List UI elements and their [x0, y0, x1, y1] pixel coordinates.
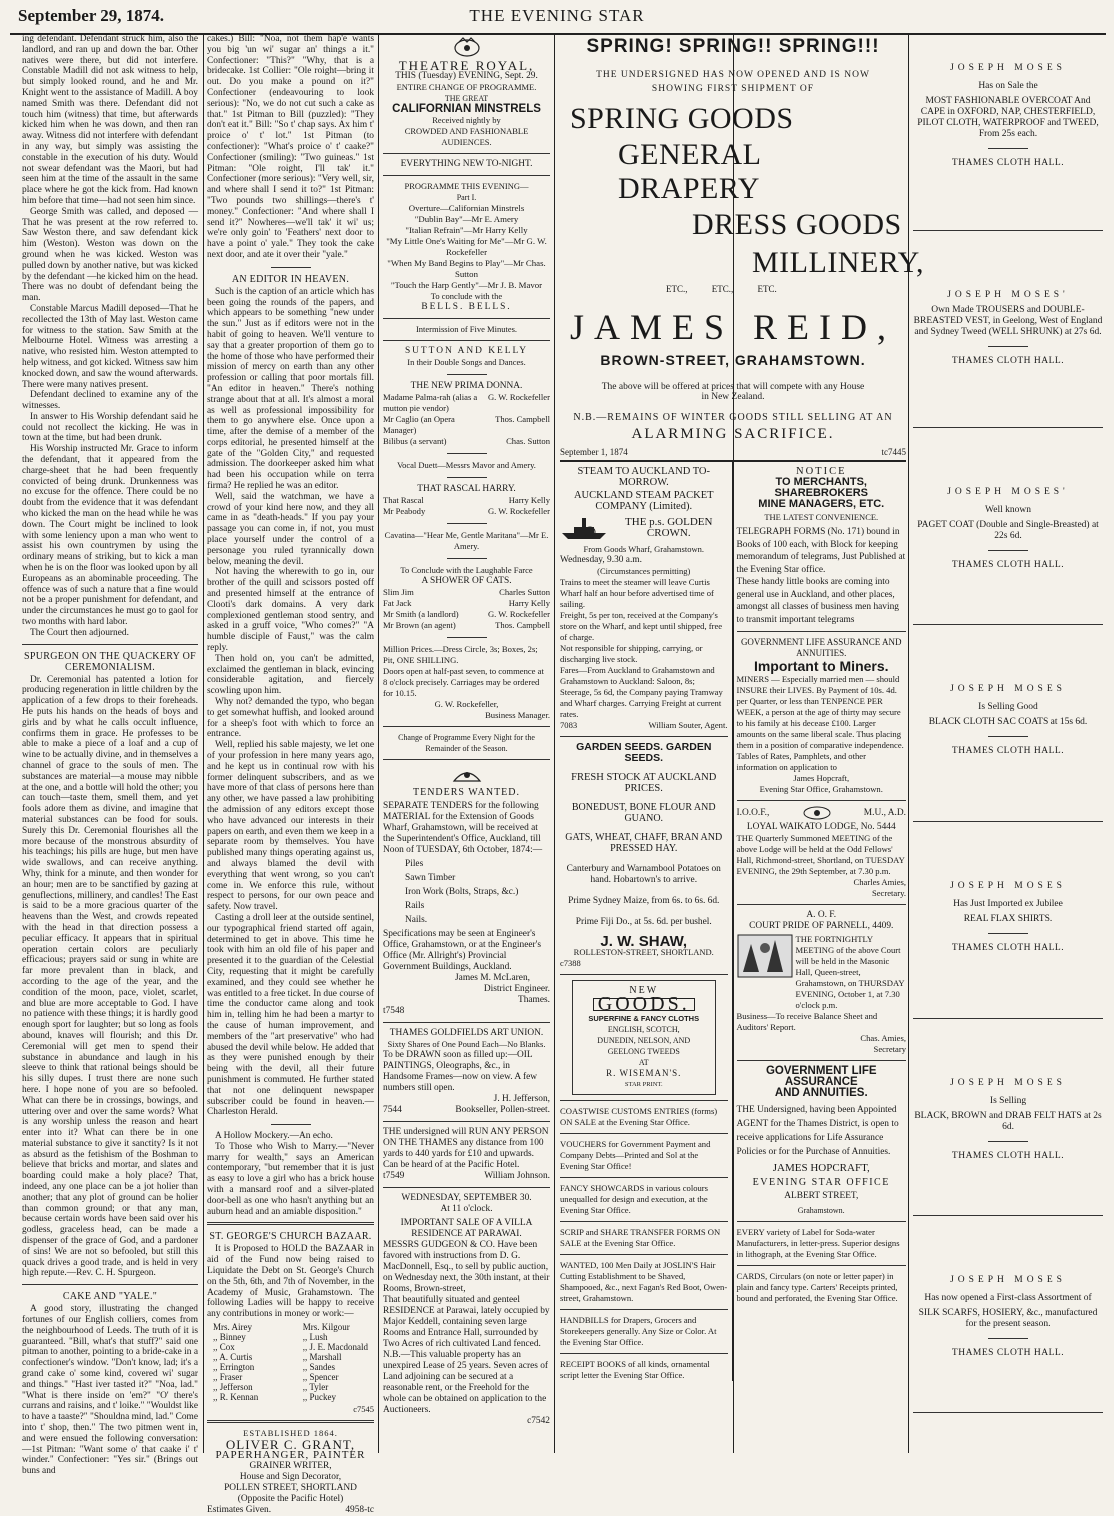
life-assurance-agent-ad: GOVERNMENT LIFE ASSURANCE AND ANNUITIES. THE Undersigned, having been Appointed AGENT for the Thames District, is open to receive applications for Life Assurance Policies or for the Purchase of Annuities. JAMES HOPCRAFT, EVENING STAR OFFICE ALBERT STREET, Grahamstown. [736, 1065, 899, 1215]
cast-actor: G. W. Rockefeller [487, 392, 550, 402]
cast-row [383, 414, 550, 436]
grant-ad: ESTABLISHED 1864. OLIVER C. GRANT, PAPERHANGER, PAINTER GRAINER WRITER, House and Sign Decorator, POLLEN STREET, SHORTLAND (Opposite the Pacific Hotel) Estimates Given. 4958-tc [207, 1428, 374, 1516]
provincial-crest-icon [450, 765, 484, 785]
moses-foot: THAMES CLOTH HALL. [951, 746, 1065, 756]
lodge-ad: I.O.O.F., M.U., A.D. LOYAL WAIKATO LODGE, No. 5444 THE Quarterly Summoned MEETING of the above Lodge will be held at the Odd Fellows' Hall, Richmond-street, Shortland, on TUESDAY EVENING, the 29th September, at 7.30 p.m. Charles Amies, Secretary. [736, 807, 906, 898]
moses-lead: Is Selling [989, 1096, 1027, 1106]
moses-foot: THAMES CLOTH HALL. [951, 158, 1065, 168]
column-3 [383, 34, 550, 1453]
cast-role: That Rascal [383, 495, 424, 505]
moses-body: PAGET COAT (Double and Single-Breasted) at 22s 6d. [917, 520, 1099, 541]
steamship-icon [560, 515, 610, 541]
printing-notices: COASTWISE CUSTOMS ENTRIES (forms) ON SALE at the Evening Star Office. VOUCHERS for Government Payment and Company Debts—Printed and Sol at the Evening Star Office! FANCY SHOWCARDS in various colours unequalled for design and execution, at the Evening Star Office. SCRIP and SHARE TRANSFER FORMS ON SALE at the Evening Star Office. WANTED, 100 Men Daily at JOSLIN'S Hair Cutting Establishment to be Shaved, Shampooed, &c., next Fagan's Red Boot, Owen-street, Grahamstown. HANDBILLS for Drapers, Grocers and Storekeepers generally. Any Size or Color. At the Evening Star Office. RECEIPT BOOKS of all kinds, ornamental script letter the Evening Star Office. [560, 1106, 728, 1380]
cast-actor: Charles Sutton [499, 587, 550, 597]
cake-continued: cakes.) Bill: "Noa, not them hap'e wants you big 'un wi' sugar an' things a it." Confectioner: "This?" "Why, that is a bridecake. 1st Collier: "Ole roight—bring it out. Do you make a pound on it?" Confectioner (endeavouring to look serious): "No, we do not cut such a cake as that." 1st Pitman to Bill (puzzled): "They don't eat it." Bill: "So t' chap says. Ax him t' proice o' t' lot." 1st Pitman (to confectioner): "What's proice o' t' caake?" Confectioner (smiling): "Two guineas." 1st Pitman: "Ole roight, I'll tak' it." Confectioner (more serious): "Very well, sir, and where shall I send it to?" 1st Pitman: "Two pounds two shillings—there's t' money." Confectioner: "And where shall I send it?" Nowheres—we'll tak' it wi' us; we're only goin' to 'Feathers' next door to have a point o' yale." They took the cake next door, and ate it over their "yale." [207, 34, 374, 260]
lady-name: ,, Puckey [302, 1392, 336, 1403]
art-union-ad: THAMES GOLDFIELDS ART UNION. Sixty Shares of One Pound Each—No Blanks. To be DRAWN soon as filled up:—OIL PAINTINGS, Oleographs, &c., in Handsome Frames—now on view. A few numbers still open. J. H. Jefferson, 7544 Bookseller, Pollen-street. [383, 1028, 550, 1115]
tender-item: Rails [405, 901, 425, 911]
column-6 [913, 34, 1103, 1453]
moses-ad [913, 625, 1103, 821]
lady-name: ,, Binney [213, 1332, 246, 1343]
label-notices: EVERY variety of Label for Soda-water Manufacturers, in letter-press. Superior designs in lithograph, at the Evening Star Office. CARDS, Circulars (on note or letter paper) in plain and fancy type. Carters' Receipts printed, bound and perforated, the Evening Star Office. [737, 1227, 907, 1304]
cast-role: Fat Jack [383, 598, 412, 608]
moses-ad [913, 231, 1103, 427]
cast-actor: Harry Kelly [508, 598, 550, 608]
cast-row [383, 598, 550, 609]
moses-ad [913, 428, 1103, 624]
column-rule [203, 34, 204, 1453]
ladies-list [207, 1320, 374, 1404]
moses-body: BLACK CLOTH SAC COATS at 15s 6d. [928, 717, 1088, 727]
cast-role: Madame Palma-rah (alias a mutton pie vendor) [383, 392, 478, 413]
lady-name: ,, Lush [302, 1332, 328, 1343]
lady-name: ,, J. E. Macdonald [302, 1342, 368, 1353]
johnson-ad: THE undersigned will RUN ANY PERSON ON THE THAMES any distance from 100 yards to 440 yards for £10 and upwards. Can be heard of at the Pacific Hotel. t7549 William Johnson. [383, 1127, 550, 1181]
bazaar-title: ST. GEORGE'S CHURCH BAZAAR. [209, 1231, 372, 1243]
cast-actor: Thos. Campbell [495, 620, 550, 630]
column-rule [378, 34, 379, 1453]
spurgeon-title: SPURGEON ON THE QUACKERY OF CEREMONIALISM. [23, 650, 196, 673]
miners-ad: GOVERNMENT LIFE ASSURANCE AND ANNUITIES. Important to Miners. MINERS — Especially married men — should INSURE their LIVES. By Payment of 10s. 4d. per Quarter, or less than TENPENCE PER WEEK, a person at the age of thirty may secure to his family at his decease £100. Larger amounts on the same liberal scale. Thus placing them in a position of comparative independence. Tables of Rates, Pamphlets, and other information on application to James Hopcraft, Evening Star Office, Grahamstown. [736, 637, 904, 794]
marry-note: To Those who Wish to Marry.—"Never marry for wealth," says an American contemporary, "but remember that it is just as easy to love a girl who has a brick house with a mansard roof and a silver-plated door-bell as one who hasn't anything but an auburn head and an amiable disposition." [207, 1141, 374, 1217]
lady-name: Mrs. Airey [213, 1322, 252, 1333]
moses-lead: Has now opened a First-class Assortment of [924, 1293, 1092, 1303]
lady-name: ,, Cox [213, 1342, 235, 1353]
moses-lead: Well known [985, 505, 1031, 515]
lady-name: Mrs. Kilgour [302, 1322, 350, 1333]
villa-sale-ad: WEDNESDAY, SEPTEMBER 30. At 11 o'clock. IMPORTANT SALE OF A VILLA RESIDENCE AT PARAWAI. MESSRS GUDGEON & CO. Have been favored with instructions from D. G. MacDonnell, Esq., to sell by public auction, on Wednesday next, the 30th instant, at their Rooms, Brown-street, That beautifully situated and genteel RESIDENCE at Parawai, lately occupied by Major Keddell, containing seven large Rooms and Entrance Hall, surrounded by Two Acres of rich cultivated Land fenced. N.B.—This valuable property has an unexpired Lease of 25 years. Seven acres of Land adjoining can be secured at a reasonable rent, or the Freehold for the whole can be obtained on application to the Auctioneers. c7542 [383, 1193, 550, 1426]
moses-name: JOSEPH MOSES [950, 881, 1066, 891]
moses-foot: THAMES CLOTH HALL. [951, 1348, 1065, 1358]
lady-name: ,, Fraser [213, 1372, 243, 1383]
cast-role: Slim Jim [383, 587, 414, 597]
col4-left [560, 462, 733, 1381]
moses-name: JOSEPH MOSES [950, 684, 1066, 694]
moses-body: SILK SCARFS, HOSIERY, &c., manufactured for the present season. [918, 1308, 1098, 1329]
cast-row [383, 609, 550, 620]
column-rule [554, 34, 555, 1453]
cast-actor: Chas. Sutton [506, 436, 550, 446]
moses-foot: THAMES CLOTH HALL. [951, 943, 1065, 953]
moses-body: BLACK, BROWN and DRAB FELT HATS at 2s 6d. [914, 1111, 1102, 1132]
moses-foot: THAMES CLOTH HALL. [951, 1151, 1065, 1161]
moses-body: MOST FASHIONABLE OVERCOAT And CAPE in OXFORD, NAP, CHESTERFIELD, PILOT CLOTH, WATERPROOF and TWEED, From 25s each. [917, 96, 1099, 139]
cast-row [383, 506, 550, 517]
editor-title: AN EDITOR IN HEAVEN. [231, 273, 350, 285]
lady-name: ,, Tyler [302, 1382, 329, 1393]
moses-name: JOSEPH MOSES [950, 63, 1066, 73]
bazaar-ref: c7545 [353, 1404, 374, 1415]
cake-title: CAKE AND "YALE." [62, 1291, 158, 1303]
column-1 [22, 34, 198, 1477]
tender-item: Sawn Timber [405, 873, 456, 883]
moses-ad [913, 34, 1103, 230]
eye-emblem-icon [802, 806, 832, 820]
moses-name: JOSEPH MOSES' [947, 290, 1069, 300]
programme-item: "My Little One's Waiting for Me"—Mr G. W. Rockefeller [386, 236, 547, 257]
moses-ad [913, 1216, 1103, 1412]
moses-foot: THAMES CLOTH HALL. [951, 560, 1065, 570]
lady-name: ,, Marshall [302, 1352, 342, 1363]
cast-row [383, 436, 550, 447]
programme-item: "When My Band Begins to Play"—Mr Chas. Sutton [387, 258, 546, 279]
tender-item: Iron Work (Bolts, Straps, &c.) [405, 887, 519, 897]
page-header [0, 0, 1114, 32]
steam-ad: STEAM TO AUCKLAND TO-MORROW. AUCKLAND STEAM PACKET COMPANY (Limited). THE p.s. GOLDEN CROWN. From Goods Wharf, Grahamstown. Wednesday, 9.30 a.m. (Circumstances permitting) Trains to meet the steamer will leave Curtis Wharf half an hour before advertised time of sailing. Freight, 5s per ton, received at the Company's store on the Wharf, and kept until shipped, free of charge. Not responsible for shipping, carrying, or discharging live stock. Fares—From Auckland to Grahamstown and Grahamstown to Auckland: Saloon, 8s; Steerage, 5s 6d, the Company paying Tramway and Wharf charges. Carrying Freight at current rates. 7083 William Souter, Agent. [560, 466, 728, 730]
cast-role: Mr Brown (an agent) [383, 620, 456, 630]
lady-name: ,, Errington [213, 1362, 255, 1373]
moses-lead: Has Just Imported ex Jubilee [953, 899, 1063, 909]
bazaar-text: It is Proposed to HOLD the BAZAAR in aid of the Fund now being raised to Liquidate the Debt on St. George's Church on the 5th, 6th, and 7th of November, in the Academy of Music, Grahamstown. The following Ladies will be happy to receive any contributions in money or work:— [207, 1244, 374, 1320]
hollow-mockery: A Hollow Mockery.—An echo. [215, 1131, 333, 1142]
cake-article: A good story, illustrating the changed fortunes of our English colliers, comes from the neighbourhood of Leeds. The truth of it is guaranteed. "Bill, what's that stuff?" said one pitman to another, pointing to a bride-cake in a confectioner's window. "Don't know, lad; it's a grand cake o' some kind, covered wi' sugar and things." "Hast iver tasted it?" "Noa, lad." "What is there inside on 'em?" "O' there's currans and raisins, and t' loike." "Wouldst like to have a taaste?" "Shouldna mind, lad." Come into t' shop, then." The two pitmen went in, and were ensued the following conversation:—1st Pitman: "Want some o' that caake i' t' winder." Confectioner: "Yes sir." (Brings out buns and [22, 1304, 198, 1477]
foresters-ad: A. O. F. COURT PRIDE OF PARNELL, 4409. THE FORTNIGHTLY MEETING of the above Court will be held in the Masonic Hall, Queen-street, Grahamstown, on THURSDAY EVENING, October 1, at 7.30 o'clock p.m. Business—To receive Balance Sheet and Auditors' Report. Chas. Amies, Secretary [736, 910, 906, 1054]
programme-item: "Touch the Harp Gently"—Mr J. B. Mavor [390, 280, 543, 290]
column-4 [560, 34, 924, 1453]
issue-date: September 29, 1874. [18, 6, 165, 25]
moses-name: JOSEPH MOSES' [947, 487, 1069, 497]
spurgeon-article: Dr. Ceremonial has patented a lotion for producing regeneration in little children by the application of a few drops to their foreheads. He puts his hands on the heads of boys and girls and by what he calls occult influence, confirms them in grace. He professes to be able to make a piece of a loaf and a cup of wine to be actually divine, and in themselves a channel of grace to the souls of men. The substances are material—a mouse may nibble at the one, and a bottle will hold the other; you can touch—taste them, smell them, and yet fools adore them as divine, and imagine that material substances can be food for souls. Surely this Dr. Ceremonial flourishes all the more because of the monstrous absurdity of his teachings; his pills are huge, but men have wide swallows, and can receive anything. Why, think for a minute, and then wonder for an hour; men are to be sanctified by gazing at genuflections, millinery, and candles! The East is said to be a more gracious quarter of the heavens than the West, and crowds repeated with the head in that direction possess a peculiar efficacy. It appears that in spiritual operation certain colors are peculiarly efficacious; prayers said or sung in white are far more prevalent than in black, and according to the age of the year, and the condition of the moon, pace, violet, scarlet, and blue are more acceptable to God. I have no patience with these things; it is hardly good enough sport for laughter; but so long as fools abound, knaves will flourish; and this Dr. Ceremonial will get men to spend their substance in abundance and laugh in his sleeve to think that rational beings should be his silly dupes. I trust there are none such here. I hope none of you are so befooled. What can there be in crossings, bowings, and uttering over and over the same words? What is any worship unless the reason and heart enter into it? What can there be in one material substance to give it sanctity? Is it not as absurd as the fetishism of the Boshman to believe that bricks and mortar, and slates and boarding could make a holy place? That, indeed, any one place can be a jot holier than another; that any plot of ground can be holier than common ground; or that any man, because certain words have been said over his godless, graceless head, can be made a dispenser of the grace of God, and a pardoner of sins! We are not so befooled, but still this quack drives a good trade, and is held in very high repute.—Rev. C. H. Spurgeon. [22, 674, 198, 1279]
col4-right [733, 462, 907, 1304]
garden-seeds-ad: GARDEN SEEDS. GARDEN SEEDS. FRESH STOCK AT AUCKLAND PRICES. BONEDUST, BONE FLOUR AND GUANO. GATS, WHEAT, CHAFF, BRAN AND PRESSED HAY. Canterbury and Warnambool Potatoes on hand. Hobartown's to arrive. Prime Sydney Maize, from 6s. to 6s. 6d. Prime Fiji Do., at 5s. 6d. per bushel. J. W. SHAW, ROLLESTON-STREET, SHORTLAND. c7388 [560, 741, 723, 968]
lady-name: ,, Jefferson [213, 1382, 253, 1393]
moses-lead: Has on Sale the [978, 81, 1038, 91]
editor-article: Such is the caption of an article which has been going the rounds of the papers, and which appears to be something "new under the sun." Just as if editors were not in the habit of going to heaven. We'll venture to say that a greater proportion of them go to the home of those who have performed their mission of mercy on earth than any other profession or calling that poor mortals fill. "An editor in heaven." There's nothing strange about that at all. It's almost a moral as well as professional impossibility for them to go anywhere else. Once upon a time, after the demise of a member of the corps editorial, he presented himself at the gate of the "Golden City," and requested admission. The doorkeeper asked him what had been his occupation while on terra firma? He replied he was an editor. Well, said the watchman, we have a crowd of your kind here now, and they all came in as "death-heads." If you pay your passage you can come in, if not, you must place yourself under the control of a personage you ruled tyrannically down below, meaning the devil. Not having the wherewith to go in, our brother of the quill and scissors posted off and presented himself at the entrance of Clooti's dark domains. A very dark complexioned gentleman stood sentry, and asked in a gruff voice, "Who comes?" "A humble disciple of Faust," was the calm reply. Then hold on, you can't be admitted, exclaimed the gentleman in black, evincing considerable agitation, and fiercely scowling upon him. Why not? demanded the typo, who began to get somewhat huffish, and looked around for a sheep's foot with which to force an entrance. Well, replied his sable majesty, we let one of your profession in here many years ago, and he kept us in continual row with his former delinquent subscribers, and as we have more of that class of persons here than any other, we have passed a law prohibiting the admission of any editors except those who have advanced our interests in their papers on earth, and even them we keep in a separate room by themselves. You have published many things operating against us, and always blamed the devil with everything that went wrong, so you can't come in. We enforce this rule, without respect to persons, for our own peace and safety. Now travel. Casting a droll leer at the outside sentinel, our typographical friend started off again, determined to get in above. This time he took with him an old file of his paper and presented it to the guardian of the Celestial City, requesting that it might be carefully examined, and they could see whether he was entitled to a free ticket. In due course of time the conductor came along and took him in, telling him he had been a martyr to the cause of human improvement, and members of the "art preservative" who had abused the devil while below. He added that as they were punished enough by their being with the devil, all their future punishment is commuted. He further stated that not one delinquent newspaper subscriber could be found in heaven.—Charleston Herald. [207, 286, 374, 1118]
royal-crest-icon [449, 36, 485, 58]
moses-ad [913, 822, 1103, 1018]
tender-item: Nails. [405, 915, 428, 925]
moses-name: JOSEPH MOSES [950, 1275, 1066, 1285]
tender-item: Piles [405, 859, 424, 869]
cast-row [383, 495, 550, 506]
moses-ad [913, 1019, 1103, 1215]
cast-role: Mr Caglio (an Opera Manager) [383, 414, 455, 435]
cast-actor: Harry Kelly [508, 495, 550, 505]
telegraph-notice: NOTICE TO MERCHANTS, SHAREBROKERS MINE MANAGERS, ETC. THE LATEST CONVENIENCE. TELEGRAPH FORMS (No. 171) bound in Books of 100 each, with Block for keeping memorandum of telegrams, Just Published at the Evening Star office. These handy little books are coming into general use in Auckland, and other places, amongst all classes of business men having to transmit important telegrams [736, 466, 906, 625]
programme-item: "Italian Refrain"—Mr Harry Kelly [405, 225, 528, 235]
moses-name: JOSEPH MOSES [950, 1078, 1066, 1088]
column-2 [207, 34, 374, 1516]
cast-role: Mr Smith (a landlord) [383, 609, 459, 619]
cast-role: Bilibus (a servant) [383, 436, 447, 446]
cast-actor: G. W. Rockefeller [487, 609, 550, 619]
lady-name: ,, R. Kennan [213, 1392, 259, 1403]
spring-ad: SPRING! SPRING!! SPRING!!! THE UNDERSIGNED HAS NOW OPENED AND IS NOW SHOWING FIRST SHIPMENT OF SPRING GOODS GENERAL DRAPERY DRESS GOODS MILLINERY, ETC., ETC., ETC. JAMES REID, BROWN-STREET, GRAHAMSTOWN. The above will be offered at prices that will compete with any House in New Zealand. N.B.—REMAINS OF WINTER GOODS STILL SELLING AT AN ALARMING SACRIFICE. September 1, 1874 tc7445 [560, 36, 924, 457]
tenders-ad: TENDERS WANTED. SEPARATE TENDERS for the following MATERIAL for the Extension of Goods Wharf, Grahamstown, will be received at the Superintendent's Office, Auckland, till Noon of TUESDAY, 6th October, 1874:— Piles Sawn Timber Iron Work (Bolts, Straps, &c.) Rails Nails. Specifications may be seen at Engineer's Office, Grahamstown, or at the Engineer's Office (Mr. Allright's) Provincial Government Buildings, Auckland. James M. McLaren, District Engineer. Thames. t7548 [383, 787, 550, 1016]
moses-body: Own Made TROUSERS and DOUBLE-BREASTED VEST, in Geelong, West of England and Sydney Tweed (WELL SHRUNK) at 27s 6d. [913, 305, 1103, 337]
court-report: ing defendant. Defendant struck him, also the landlord, and ran up and down the bar. Other natives were there, but did not interfere. Constable Madill did not ask witness to help, but simply looked round, and he and Mr. Knight went to the assistance of Madill. A boy named Smith was there. Defendant did not touch him (witness) that time, but afterwards kicked him when he was down, and then ran away. Witness did not interfere with defendant in any way, but simply was assisting the constable in the execution of his duty. Would not swear defendant was the Maori, but had seen him at the time of the assault in the same place where he got the kick from. Had known him before that time—had not seen him since. George Smith was called, and deposed —That he was present at the row referred to. Saw Weston there, and saw defendant kick him (Weston). Weston was down on the ground when he was kicked. Weston was pulled down by another native, but was kicked by the defendant —he kicked him on the head. There was no doubt of defendant being the man. Constable Marcus Madill deposed—That he recollected the 13th of May last. Weston came for witness to the station. Saw Smith at the Melbourne Hotel. Witness was arresting a native, who resisted him. Weston attempted to help witness, and got kicked. Witness saw him knocked down, and saw the wound afterwards. There were many natives present. Defendant declined to examine any of the witnesses. In answer to His Worship defendant said he could not recollect the kicking. He was in town at the time, but had been drunk. His Worship instructed Mr. Grace to inform the defendant, that it appeared from the charge-sheet that he had been frequently convicted of being drunk. Drunkenness was no excuse for the offence. There could be no doubt from the evidence that it was defendant who kicked the man on the head while he was down. The Court might be inclined to look with some leniency upon a man who went to assist his own countrymen by using the ordinary means of striking, but to kick a man when he is on the floor was looked upon by all Europeans as an abominable proceeding. The offence was of such a nature that a fine would not be a proper punishment for defendant, and under the circumstances he must go to gaol for two months with hard labor. The Court then adjourned. [22, 34, 198, 638]
masthead: THE EVENING STAR [469, 6, 645, 25]
lady-name: ,, Spencer [302, 1372, 339, 1383]
moses-body: REAL FLAX SHIRTS. [963, 914, 1053, 924]
moses-lead: Is Selling Good [978, 702, 1038, 712]
lady-name: ,, Sandes [302, 1362, 335, 1373]
moses-foot: THAMES CLOTH HALL. [951, 356, 1065, 366]
programme-item: Overture—Californian Minstrels [408, 203, 525, 213]
wiseman-ad: NEW GOODS. SUPERFINE & FANCY CLOTHS ENGLISH, SCOTCH, DUNEDIN, NELSON, AND GEELONG TWEEDS AT R. WISEMAN'S. STAR PRINT. [572, 980, 716, 1095]
foresters-emblem-icon [737, 934, 793, 978]
cast-row [383, 587, 550, 598]
programme-item: "Dublin Bay"—Mr E. Amery [414, 214, 519, 224]
theatre-ad: THEATRE ROYAL, THIS (Tuesday) EVENING, Sept. 29. ENTIRE CHANGE OF PROGRAMME. THE GREAT CALIFORNIAN MINSTRELS Received nightly by CROWDED AND FASHIONABLE AUDIENCES. EVERYTHING NEW TO-NIGHT. PROGRAMME THIS EVENING— Part I. Overture—Californian Minstrels "Dublin Bay"—Mr E. Amery "Italian Refrain"—Mr Harry Kelly "My Little One's Waiting for Me"—Mr G. W. Rockefeller "When My Band Begins to Play"—Mr Chas. Sutton "Touch the Harp Gently"—Mr J. B. Mavor To conclude with the BELLS. BELLS. Intermission of Five Minutes. SUTTON AND KELLY In their Double Songs and Dances. THE NEW PRIMA DONNA. Madame Palma-rah (alias a mutton pie vendor) G. W. Rockefeller Mr Caglio (an Opera Manager) Thos. Campbell Bilibus (a servant) Chas. Sutton Vocal Duett—Messrs Mavor and Amery. THAT RASCAL HARRY. That Rascal Harry Kelly Mr Peabody G. W. Rockefeller Cavatina—"Hear Me, Gentle Maritana"—Mr E. Amery. To Conclude with the Laughable Farce A SHOWER OF CATS. Slim Jim Charles Sutton Fat Jack Harry Kelly Mr Smith (a landlord) G. W. Rockefeller Mr Brown (an agent) Thos. Campbell Million Prices.—Dress Circle, 3s; Boxes, 2s; Pit, ONE SHILLING. Doors open at half-past seven, to commence at 8 o'clock precisely. Carriages may be ordered for 10.15. G. W. Rockefeller, Business Manager. Change of Programme Every Night for the Remainder of the Season. [383, 58, 550, 753]
cast-row [383, 620, 550, 631]
cast-role: Mr Peabody [383, 506, 426, 516]
cast-actor: Thos. Campbell [495, 414, 550, 424]
lady-name: ,, A. Curtis [213, 1352, 253, 1363]
cast-row [383, 392, 550, 414]
cast-actor: G. W. Rockefeller [487, 506, 550, 516]
